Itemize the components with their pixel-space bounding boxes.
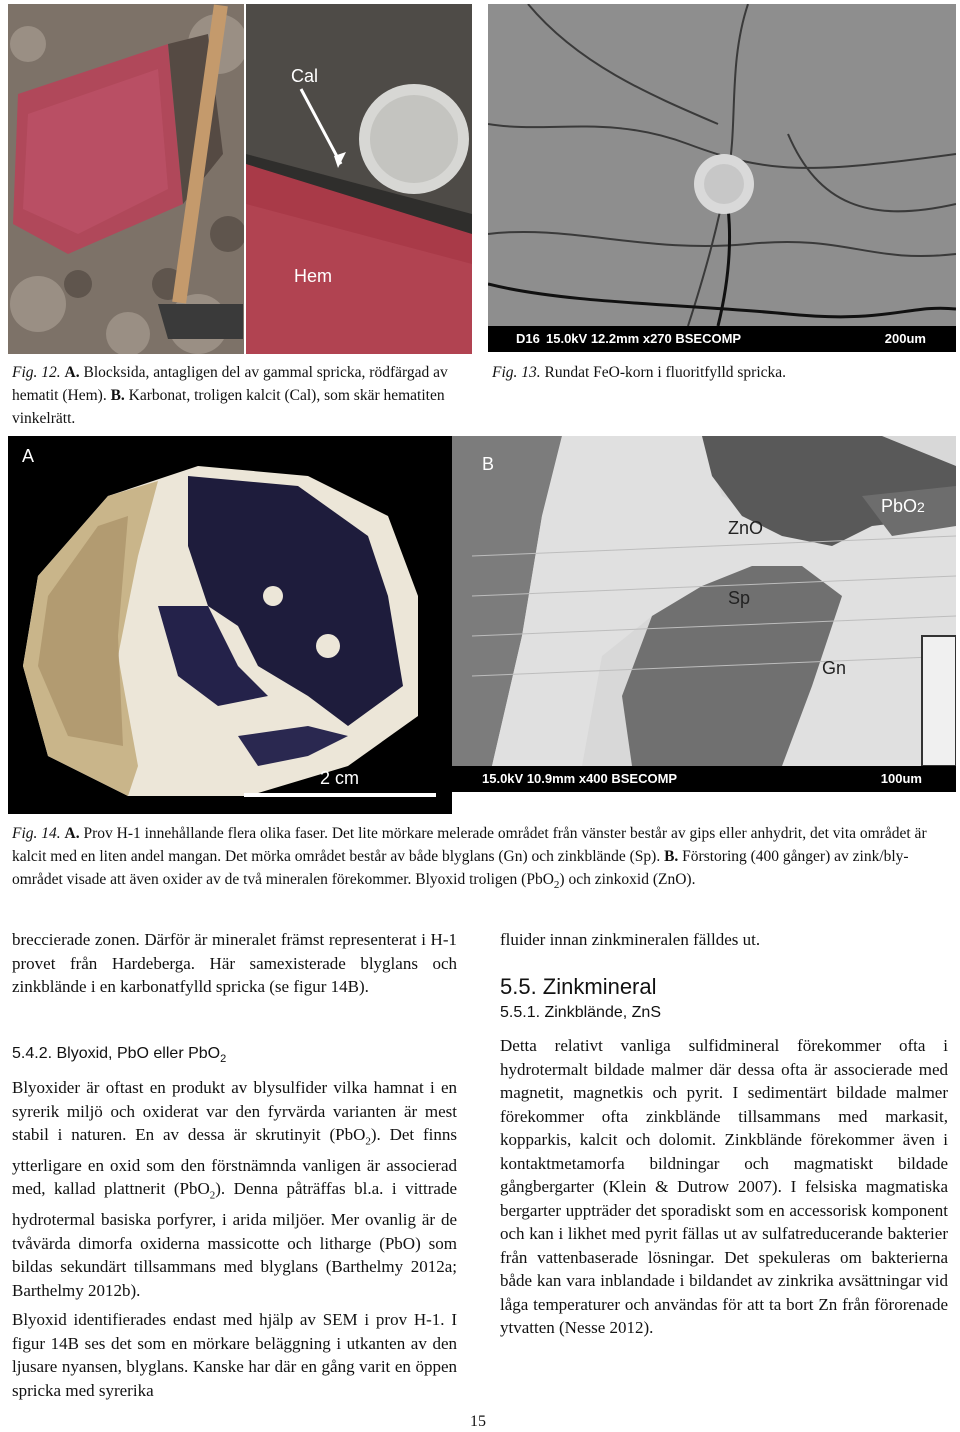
fig12-photo-b: [246, 4, 472, 354]
fig14-sem-b-drawing: [452, 436, 956, 766]
fig13-sem-drawing: [488, 4, 956, 326]
right-paragraph-2: Detta relativt vanliga sulfidmineral förekommer ofta i hydrotermalt bildade malmer där dessa ofta är associerade med magnetit, magnetkis och pyrit. I sedimentärt bildade malmer förekommer ofta zinkblände tillsammans med markasit, kopparkis, kalcit och dolomit. Zinkblände förekommer även i kontaktmetamorfa bildningar och magmatiskt bildade gångbergarter (Klein & Dutrow 2007). I felsiska magmatiska bergarter uppträder det sporadiskt som en accessorisk komponent och kan i likhet med pyrit fällas ut av sulfatreducerande bakterier från vattenbaserade lösningar. Det spekuleras om bakterierna både kan vara inblandade i bildandet av zinkrika avsättningar vid låga temperaturer och användas för att ta bort Zn från förorenade ytvatten (Nesse 2012).: [500, 1036, 948, 1337]
fig12-caption: Fig. 12. A. Blocksida, antagligen del av gammal spricka, rödfärgad av hematit (Hem). B. Karbonat, troligen kalcit (Cal), som skär hematiten vinkelrätt.: [12, 364, 448, 427]
fig14-sem-infobar: [452, 766, 956, 792]
fig14-panel-b-label: B: [482, 454, 495, 474]
fig14-label-zno: ZnO: [728, 518, 764, 538]
fig14-label-gn: Gn: [822, 658, 847, 678]
fig14-scale-a-bar: [244, 793, 436, 797]
fig12-label-hem: Hem: [294, 266, 333, 286]
fig14-scale-a-text: 2 cm: [320, 768, 360, 788]
left-paragraph-1: breccierade zonen. Därför är mineralet främst representerat i H-1 provet från Hardeberga. Här samexisterade blyglans och zinkblände i en karbonatfylld spricka (se figur 14B).: [12, 930, 457, 996]
left-paragraph-3: Blyoxid identifierades endast med hjälp av SEM i prov H-1. I figur 14B ses det som en mörkare beläggning i utkanten av den ljusare nyansen, blyglans. Kanske har där en gång varit en öppen spricka med syrerika: [12, 1310, 457, 1400]
right-paragraph-1: fluider innan zinkmineralen fälldes ut.: [500, 930, 761, 949]
fig13-sem-params: 15.0kV 12.2mm x270 BSECOMP: [546, 331, 742, 346]
fig13-caption: Fig. 13. Rundat FeO-korn i fluoritfylld spricka.: [492, 364, 787, 381]
section-heading-5-5-1: 5.5.1. Zinkblände, ZnS: [500, 1004, 661, 1021]
fig13-scale-text: 200um: [884, 331, 926, 346]
left-paragraph-2: Blyoxider är oftast en produkt av blysulfider vilka hamnat i en syrerik miljö och oxiderat var den fyrvärda varianten är mest stabil i naturen. En av dessa är skrutinyit (PbO$_2$). Det finns ytterligare en oxid som den förstnämnda vanligen är associerad med, kallad plattnerit (PbO$_2$). Denna påträffas bl.a. i vittrade hydrotermal basiska porfyrer, i arida miljöer. Mer ovanlig är de tvåvärda dimorfa oxiderna massicotte och litharge (PbO) som bildas sekundärt tillsammans med blyglans (Barthelmy 2012a; Barthelmy 2012b).: [12, 1078, 458, 1300]
fig14-caption: Fig. 14. A. Prov H-1 innehållande flera olika faser. Det lite mörkare melerade området från vänster består av gips eller anhydrit, det vita området är kalcit med en liten andel mangan. Det mörka området består av både blyglans (Gn) och zinkblände (Sp). B. Förstoring (400 gånger) av zink/bly-området visade att även oxider av de två mineralen förekommer. Blyoxid troligen (PbO$_2$) och zinkoxid (ZnO).: [12, 825, 927, 892]
fig14-label-sp: Sp: [728, 588, 751, 608]
section-heading-5-5: 5.5. Zinkmineral: [500, 974, 657, 999]
fig13-sem-image: [488, 4, 956, 352]
fig12-photo-b-drawing: [246, 4, 472, 354]
fig14-photo-a-drawing: [8, 436, 452, 814]
fig14-sem-image-b: [452, 436, 956, 792]
section-heading-5-4-2: 5.4.2. Blyoxid, PbO eller PbO$_2$: [12, 1045, 227, 1066]
fig13-sem-id: D16: [516, 331, 540, 346]
fig12-label-cal: Cal: [291, 66, 319, 86]
fig14-photo-a: [8, 436, 452, 814]
fig14-sem-params: 15.0kV 10.9mm x400 BSECOMP: [482, 771, 678, 786]
fig13-sem-infobar: [488, 326, 956, 352]
fig12-photo-a: [8, 4, 244, 354]
fig14-scale-b-text: 100um: [880, 771, 922, 786]
page-number: 15: [470, 1413, 486, 1430]
fig14-panel-a-label: A: [22, 446, 35, 466]
fig14-label-pbo2: PbO2: [881, 496, 925, 516]
fig12-photo-a-drawing: [8, 4, 244, 354]
